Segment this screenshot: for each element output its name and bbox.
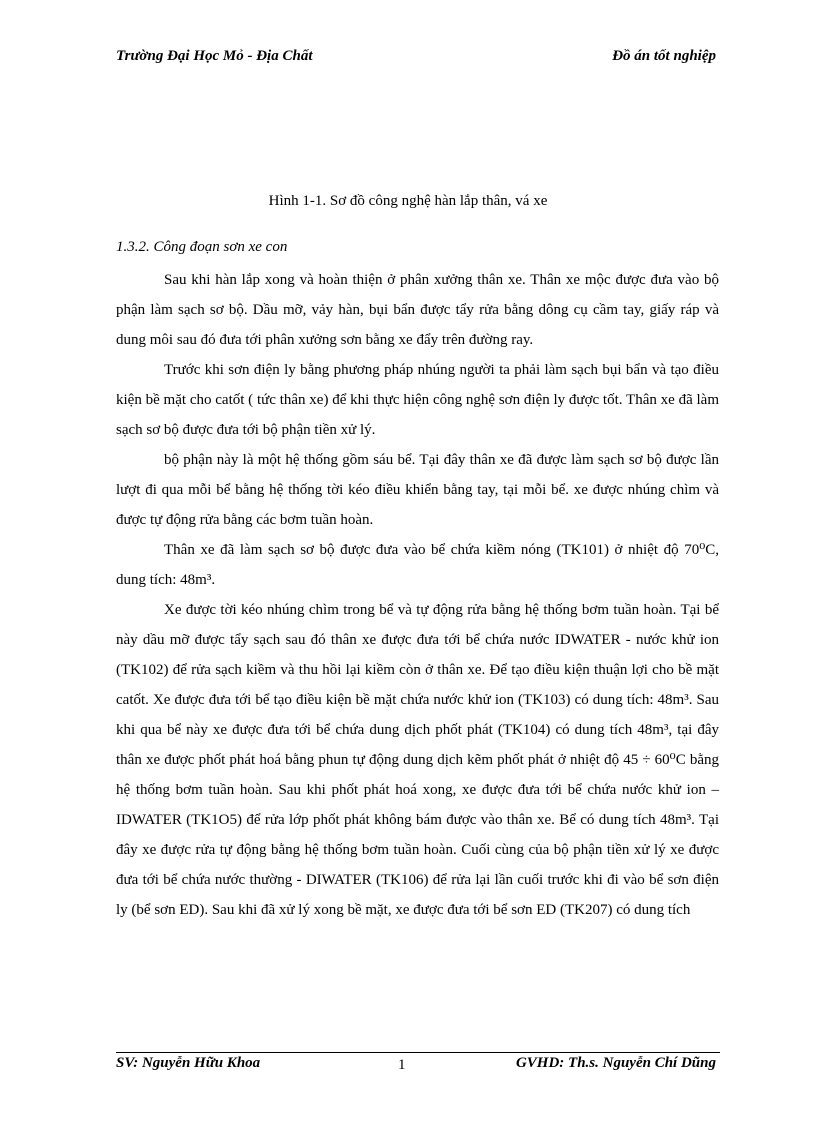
figure-caption: Hình 1-1. Sơ đồ công nghệ hàn lắp thân, vá xe xyxy=(268,193,548,209)
header-university: Trường Đại Học Mỏ - Địa Chất xyxy=(116,48,313,64)
document-body xyxy=(116,236,719,925)
paragraph: Thân xe đã làm sạch sơ bộ được đưa vào bể chứa kiềm nóng (TK101) ở nhiệt độ 70⁰C, dung tích: 48m³. xyxy=(116,542,719,588)
header-doc-type: Đồ án tốt nghiệp xyxy=(612,48,716,64)
paragraph: Trước khi sơn điện ly bằng phương pháp nhúng người ta phải làm sạch bụi bẩn và tạo điều kiện bề mặt cho catốt ( tức thân xe) để khi thực hiện công nghệ sơn điện ly được tốt. Thân xe đã làm sạch sơ bộ được đưa tới bộ phận tiền xử lý. xyxy=(116,362,719,438)
footer-divider xyxy=(116,1052,720,1053)
paragraph: Sau khi hàn lắp xong và hoàn thiện ở phân xưởng thân xe. Thân xe mộc được đưa vào bộ phận làm sạch sơ bộ. Dầu mỡ, vảy hàn, bụi bẩn được tẩy rửa bằng dông cụ cầm tay, giấy ráp và dung môi sau đó đưa tới phân xưởng sơn bằng xe đẩy trên đường ray. xyxy=(116,272,719,348)
paragraph: Xe được tời kéo nhúng chìm trong bể và tự động rửa bằng hệ thống bơm tuần hoàn. Tại bể này dầu mỡ được tẩy sạch sau đó thân xe được đưa tới bể chứa nước IDWATER - nước khử ion (TK102) để rửa sạch kiềm và thu hồi lại kiềm còn ở thân xe. Để tạo điều kiện thuận lợi cho bề mặt catốt. Xe được đưa tới bể tạo điều kiện bề mặt chứa nước khử ion (TK103) có dung tích: 48m³. Sau khi qua bể này xe được đưa tới bể chứa dung dịch phốt phát (TK104) có dung tích 48m³, tại đây thân xe được phốt phát hoá bằng phun tự động dung dịch kẽm phốt phát ở nhiệt độ 45 ÷ 60⁰C bằng hệ thống bơm tuần hoàn. Sau khi phốt phát hoá xong, xe được đưa tới bể chứa nước khử ion –IDWATER (TK1O5) để rửa lớp phốt phát không bám được vào thân xe. Bể có dung tích 48m³. Tại đây xe được rửa tự động bằng hệ thống bơm tuần hoàn. Cuối cùng của bộ phận tiền xử lý xe được đưa tới bể chứa nước thường - DIWATER (TK106) để rửa lại lần cuối trước khi đi vào bể sơn điện ly (bể sơn ED). Sau khi đã xử lý xong bề mặt, xe được đưa tới bể sơn ED (TK207) có dung tích xyxy=(116,602,719,918)
footer-supervisor: GVHD: Th.s. Nguyễn Chí Dũng xyxy=(515,1055,716,1071)
page-number: 1 xyxy=(398,1057,406,1073)
section-title: 1.3.2. Công đoạn sơn xe con xyxy=(116,239,288,255)
paragraph: bộ phận này là một hệ thống gồm sáu bể. Tại đây thân xe đã được làm sạch sơ bộ được lần lượt đi qua mỗi bể bằng hệ thống tời kéo điều khiển bằng tay, tại mỗi bể. xe được nhúng chìm và được tự động rửa bằng các bơm tuần hoàn. xyxy=(116,452,719,528)
footer-student: SV: Nguyễn Hữu Khoa xyxy=(116,1055,261,1071)
